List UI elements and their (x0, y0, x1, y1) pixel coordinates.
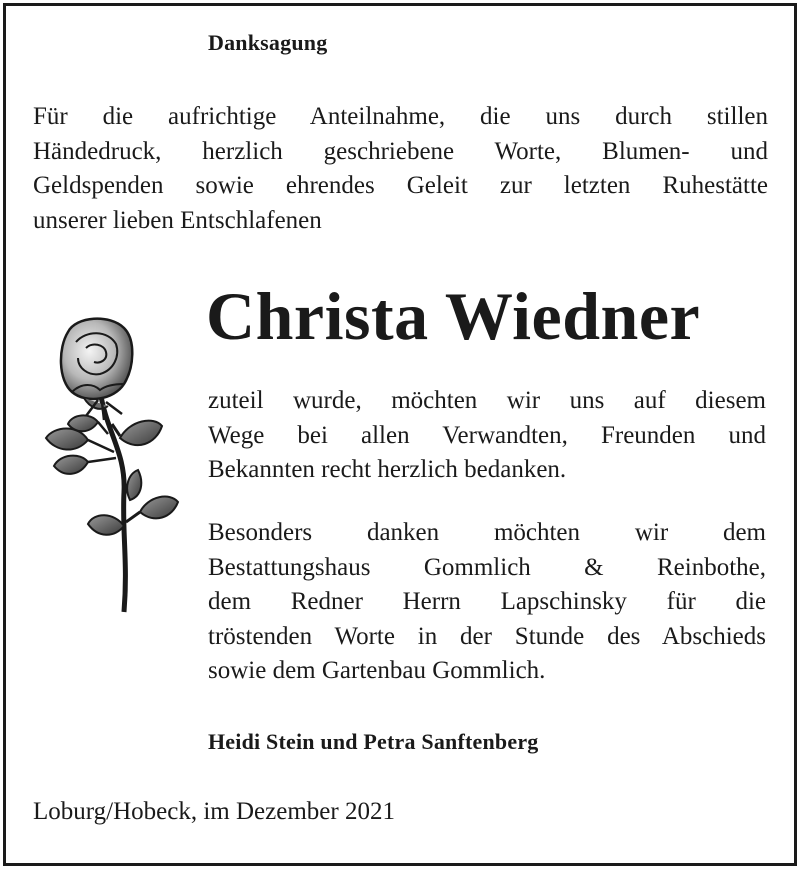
paragraph-line: dem Redner Herrn Lapschinsky für die (208, 588, 766, 616)
intro-line: Händedruck, herzlich geschriebene Worte, Blumen- und (33, 137, 768, 165)
rose-icon (28, 312, 188, 622)
signers: Heidi Stein und Petra Sanftenberg (208, 729, 539, 754)
deceased-name: Christa Wiedner (206, 278, 701, 354)
intro-line: Geldspenden sowie ehrendes Geleit zur letzten Ruhestätte (33, 172, 768, 200)
place-date: Loburg/Hobeck, im Dezember 2021 (33, 798, 395, 825)
paragraph-line: Besonders danken möchten wir dem (208, 519, 766, 546)
intro-line: Für die aufrichtige Anteilnahme, die uns durch stillen (33, 103, 768, 130)
intro-line: unserer lieben Entschlafenen (33, 206, 322, 234)
paragraph-line: zuteil wurde, möchten wir uns auf diesem (208, 387, 766, 414)
intro-text (33, 100, 768, 238)
notice-title: Danksagung (208, 30, 328, 55)
paragraph-line: Bekannten recht herzlich bedanken. (208, 456, 567, 484)
special-thanks-paragraph (208, 516, 766, 689)
paragraph-line: tröstenden Worte in der Stunde des Abschieds (208, 622, 766, 650)
paragraph-line: Bestattungshaus Gommlich & Reinbothe, (208, 553, 766, 581)
thanks-paragraph (208, 384, 766, 488)
paragraph-line: Wege bei allen Verwandten, Freunden und (208, 421, 766, 449)
paragraph-line: sowie dem Gartenbau Gommlich. (208, 657, 546, 685)
